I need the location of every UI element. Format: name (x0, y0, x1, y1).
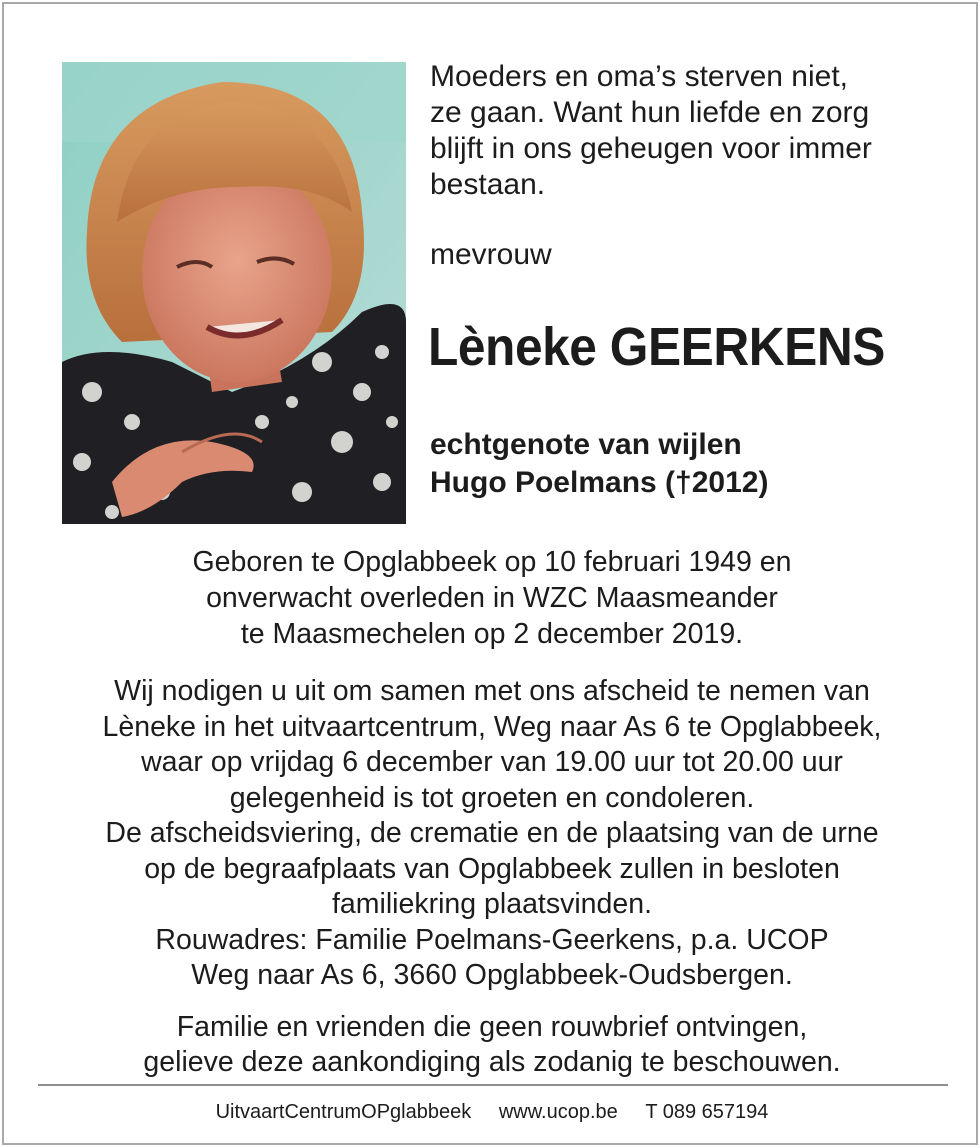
footer-website[interactable]: www.ucop.be (498, 1101, 618, 1123)
invitation-line: Wij nodigen u uit om samen met ons afscheid te nemen van (114, 675, 870, 707)
poem-line: ze gaan. Want hun liefde en zorg (430, 96, 870, 129)
invitation-line: op de begraafplaats van Opglabbeek zullen in besloten (144, 852, 840, 885)
birth-death-info (4, 544, 980, 652)
birth-death-line: te Maasmechelen op 2 december 2019. (240, 618, 744, 650)
birth-death-line: onverwacht overleden in WZC Maasmeander (206, 582, 778, 614)
footer-divider (38, 1084, 948, 1086)
invitation-line: De afscheidsviering, de crematie en de plaatsing van de urne (105, 817, 879, 849)
notice-line: Familie en vrienden die geen rouwbrief ontvingen, (176, 1011, 808, 1043)
spouse-line: echtgenote van wijlen (430, 428, 742, 461)
poem-line: bestaan. (430, 168, 546, 201)
notice-line: gelieve deze aankondiging als zodanig te beschouwen. (143, 1046, 841, 1078)
invitation-line: familiekring plaatsvinden. (332, 888, 652, 920)
invitation-line: gelegenheid is tot groeten en condoleren. (229, 781, 755, 814)
footer-phone: T 089 657194 (645, 1101, 769, 1123)
invitation-line: Weg naar As 6, 3660 Opglabbeek-Oudsbergen. (191, 959, 793, 991)
invitation-line: Rouwadres: Familie Poelmans-Geerkens, p.a. UCOP (155, 923, 829, 956)
memorial-poem (430, 59, 950, 203)
poem-line: Moeders en oma’s sterven niet, (430, 60, 848, 93)
invitation-text (4, 674, 980, 994)
birth-death-line: Geboren te Opglabbeek op 10 februari 1949 en (192, 546, 792, 578)
poem-line: blijft in ons geheugen voor immer (430, 132, 872, 165)
invitation-line: Lèneke in het uitvaartcentrum, Weg naar As 6 te Opglabbeek, (102, 710, 882, 743)
footer (4, 1099, 980, 1125)
notice-text (4, 1010, 980, 1080)
portrait-photo (62, 62, 406, 524)
invitation-line: waar op vrijdag 6 december van 19.00 uur tot 20.00 uur (141, 746, 843, 778)
honorific-title: mevrouw (430, 238, 552, 271)
spouse-line: Hugo Poelmans (†2012) (430, 466, 769, 499)
deceased-name: Lèneke GEERKENS (428, 317, 885, 377)
spouse-info (430, 426, 768, 502)
footer-company: UitvaartCentrumOPglabbeek (215, 1101, 472, 1123)
death-notice (2, 2, 978, 1145)
